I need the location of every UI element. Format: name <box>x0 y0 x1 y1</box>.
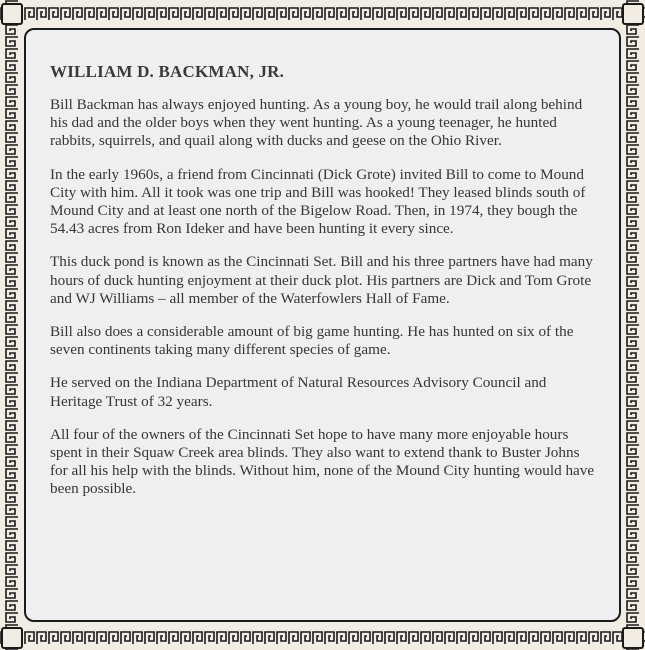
corner-ornament <box>622 3 644 25</box>
paragraph: All four of the owners of the Cincinnati Set hope to have many more enjoyable hours spent in their Squaw Creek area blinds. They also want to extend thank to Buster Johns for all his help with the blinds. Without him, none of the Mound City hunting would have been possible. <box>50 425 595 498</box>
greek-key-border-left <box>2 0 22 650</box>
paragraph: He served on the Indiana Department of Natural Resources Advisory Council and Heritage Trust of 32 years. <box>50 374 547 410</box>
paragraph: Bill Backman has always enjoyed hunting. As a young boy, he would trail along behind his dad and the older boys when they went hunting. As a young teenager, he hunted rabbits, squirrels, and quail along with ducks and geese on the Ohio River. <box>50 96 583 150</box>
paragraph: In the early 1960s, a friend from Cincinnati (Dick Grote) invited Bill to come to Mound City with him. All it took was one trip and Bill was hooked! They leased blinds south of Mound City and at least one north of the Bigelow Road. Then, in 1974, they bough the 54.43 acres from Ron Ideker and have been hunting it every since. <box>50 165 586 238</box>
greek-key-border-right <box>623 0 643 650</box>
text-panel <box>24 28 621 622</box>
paragraph: Bill also does a considerable amount of big game hunting. He has hunted on six of the seven continents taking many different species of game. <box>50 323 574 359</box>
greek-key-border-bottom <box>0 628 645 648</box>
corner-ornament <box>1 627 23 649</box>
corner-ornament <box>1 3 23 25</box>
greek-key-border-top <box>0 4 645 24</box>
corner-ornament <box>622 627 644 649</box>
document-title: WILLIAM D. BACKMAN, JR. <box>50 62 285 81</box>
paragraph: This duck pond is known as the Cincinnati Set. Bill and his three partners have had many hours of duck hunting enjoyment at their duck plot. His partners are Dick and Tom Grote and WJ Williams – all member of the Waterfowlers Hall of Fame. <box>50 253 593 307</box>
